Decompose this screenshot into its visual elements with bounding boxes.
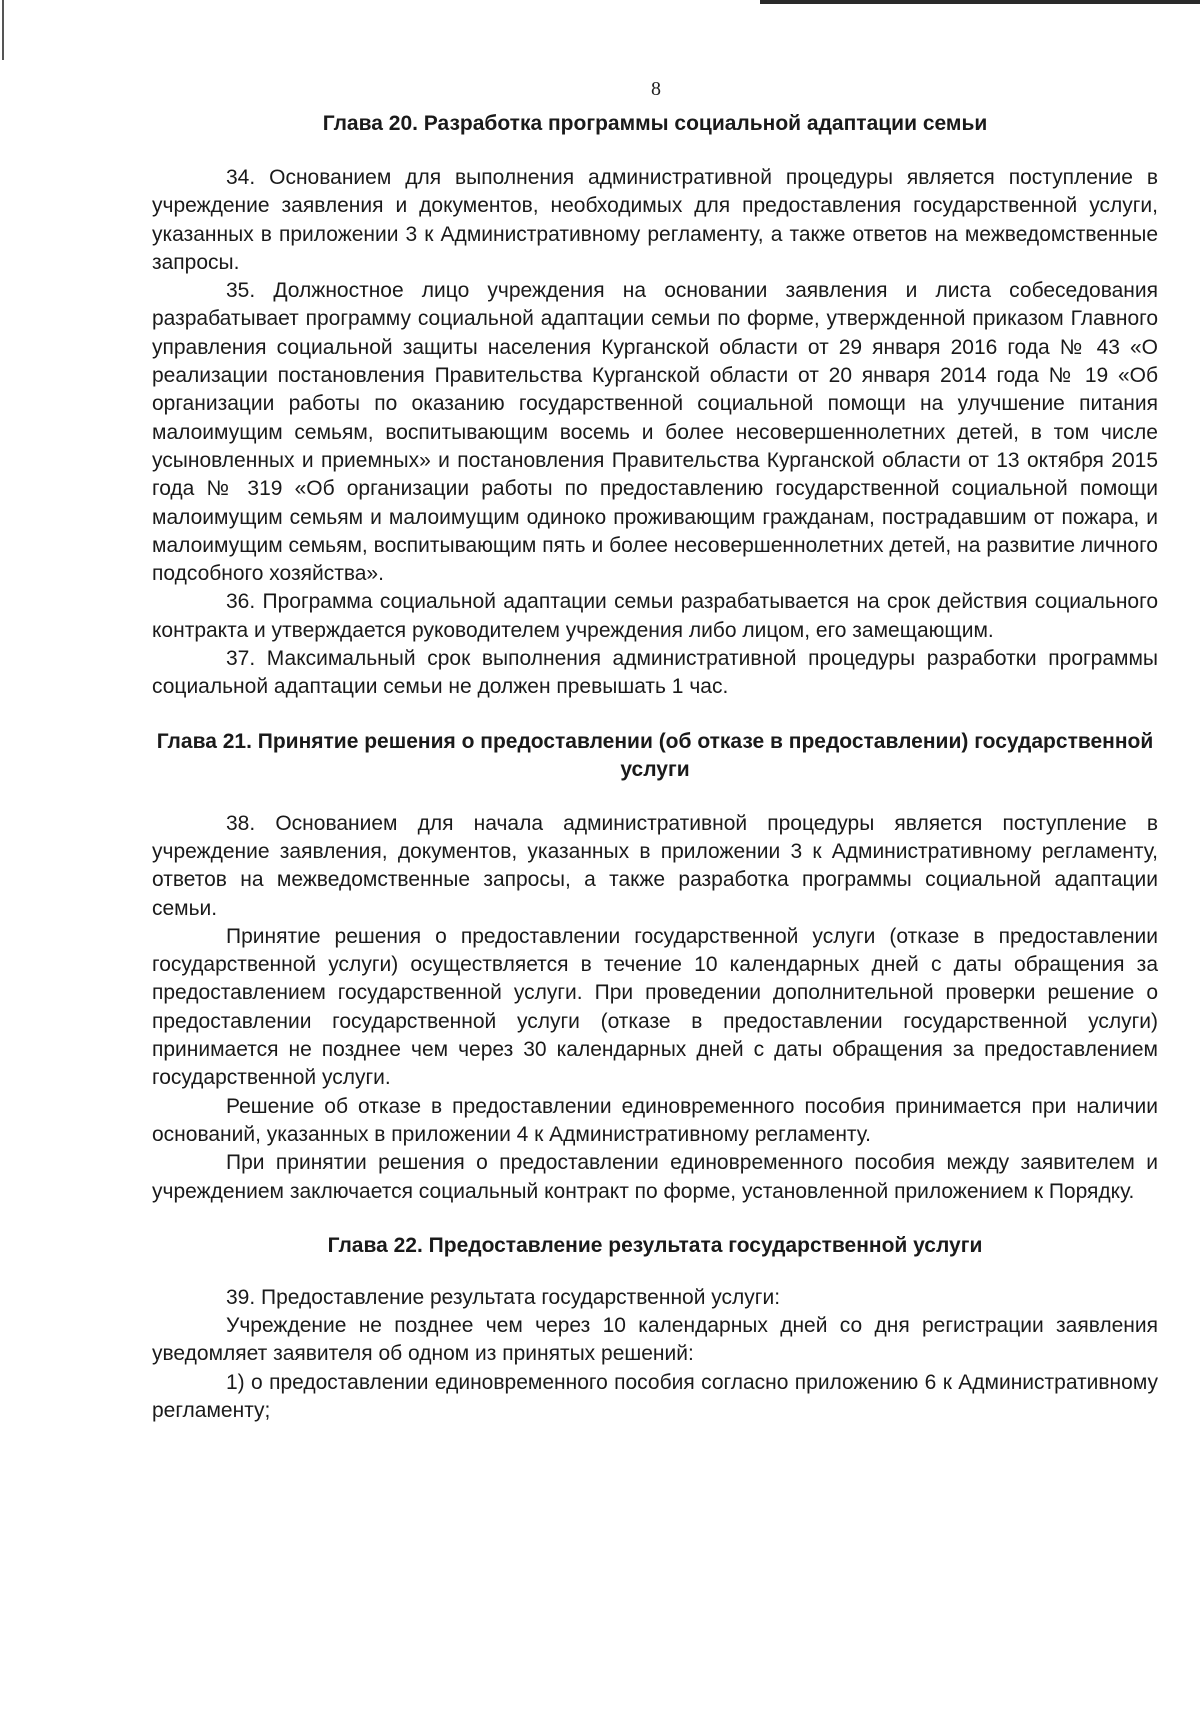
chapter-22 <box>152 1232 1158 1425</box>
page-number: 8 <box>651 78 661 100</box>
chapter-20 <box>152 110 1158 702</box>
chapter-21 <box>152 728 1158 1206</box>
paragraph-34: 34. Основанием для выполнения административной процедуры является поступление в учреждение заявления и документов, необходимых для предоставления государственной услуги, указанных в приложении 3 к Административному регламенту, а также ответов на межведомственные запросы. <box>152 166 1158 274</box>
paragraph-38-decision-term: Принятие решения о предоставлении государственной услуги (отказе в предоставлении государственной услуги) осуществляется в течение 10 календарных дней с даты обращения за предоставлением государственной услуги. При проведении дополнительной проверки решение о предоставлении государственной услуги (отказе в предоставлении государственной услуги) принимается не позднее чем через 30 календарных дней с даты обращения за предоставлением государственной услуги. <box>152 924 1158 1090</box>
paragraph-35: 35. Должностное лицо учреждения на основании заявления и листа собеседования разрабатывает программу социальной адаптации семьи по форме, утвержденной приказом Главного управления социальной защиты населения Курганской области от 29 января 2016 года № 43 «О реализации постановления Правительства Курганской области от 20 января 2014 года № 19 «Об организации работы по оказанию государственной социальной помощи на улучшение питания малоимущим семьям, воспитывающим восемь и более несовершеннолетних детей, в том числе усыновленных и приемных» и постановления Правительства Курганской области от 13 октября 2015 года № 319 «Об организации работы по предоставлению государственной социальной помощи малоимущим семьям и малоимущим одиноко проживающим гражданам, пострадавшим от пожара, и малоимущим семьям, воспитывающим пять и более несовершеннолетних детей, на развитие личного подсобного хозяйства». <box>152 279 1158 586</box>
document-body <box>152 110 1158 1425</box>
paragraph-38-contract: При принятии решения о предоставлении единовременного пособия между заявителем и учреждением заключается социальный контракт по форме, установленной приложением к Порядку. <box>152 1151 1158 1203</box>
paragraph-39: 39. Предоставление результата государственной услуги: <box>226 1285 781 1309</box>
scan-edge-mark <box>2 0 4 60</box>
paragraph-36: 36. Программа социальной адаптации семьи разрабатывается на срок действия социального контракта и утверждается руководителем учреждения либо лицом, его замещающим. <box>152 590 1158 642</box>
paragraph-39-item-1: 1) о предоставлении единовременного пособия согласно приложению 6 к Административному регламенту; <box>152 1370 1158 1422</box>
paragraph-39-notification: Учреждение не позднее чем через 10 календарных дней со дня регистрации заявления уведомляет заявителя об одном из принятых решений: <box>152 1314 1158 1366</box>
paragraph-38-refusal: Решение об отказе в предоставлении единовременного пособия принимается при наличии оснований, указанных в приложении 4 к Административному регламенту. <box>152 1094 1158 1146</box>
chapter-20-title: Глава 20. Разработка программы социальной адаптации семьи <box>322 112 988 135</box>
paragraph-38: 38. Основанием для начала административной процедуры является поступление в учреждение заявления, документов, указанных в приложении 3 к Административному регламенту, ответов на межведомственные запросы, а также разработка программы социальной адаптации семьи. <box>152 811 1158 920</box>
chapter-21-title: Глава 21. Принятие решения о предоставлении (об отказе в предоставлении) государственной услуги <box>156 729 1154 781</box>
chapter-22-title: Глава 22. Предоставление результата государственной услуги <box>327 1233 983 1257</box>
paragraph-37: 37. Максимальный срок выполнения административной процедуры разработки программы социальной адаптации семьи не должен превышать 1 час. <box>152 647 1158 699</box>
scan-edge-rule <box>760 0 1200 4</box>
